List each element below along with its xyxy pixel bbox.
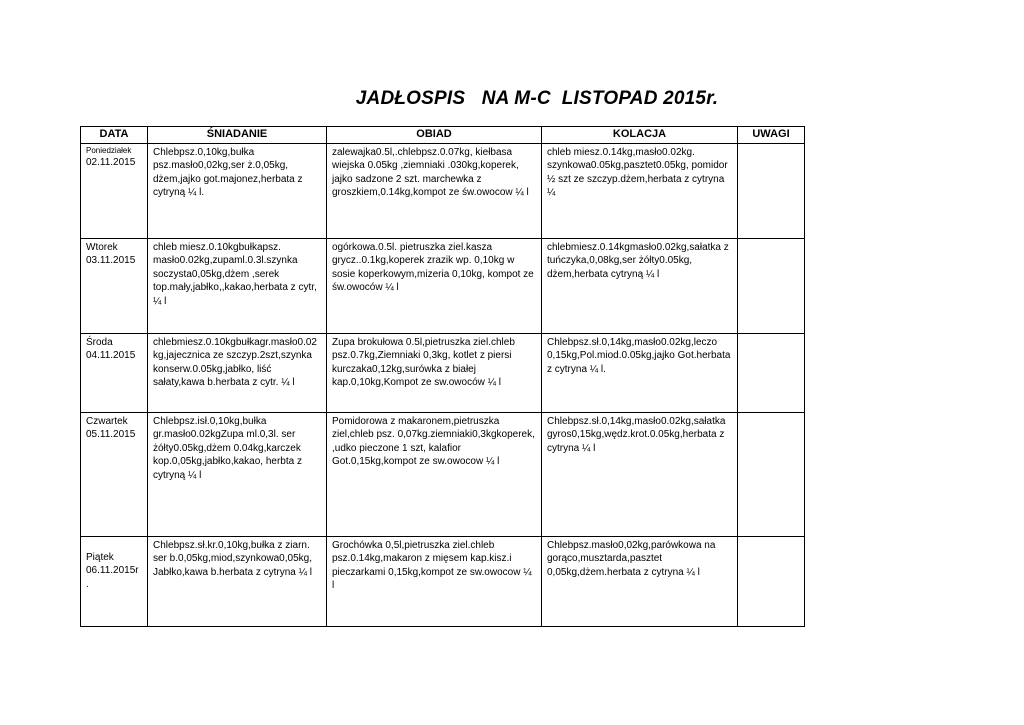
table-row xyxy=(81,143,805,238)
kolacja-cell xyxy=(542,143,738,238)
sniadanie-cell xyxy=(148,238,327,333)
sniadanie-cell xyxy=(148,536,327,626)
kolacja-cell xyxy=(542,238,738,333)
kolacja-cell xyxy=(542,333,738,412)
header-obiad: OBIAD xyxy=(327,127,542,144)
obiad-text: Pomidorowa z makaronem,pietruszka ziel,chleb psz. 0,07kg.ziemniaki0,3kgkoperek, ,udko pieczone 1 szt, kalafior Got.0,15kg,kompot ze sw.owocow ¼ l xyxy=(332,415,535,467)
sniadanie-text: chleb miesz.0.10kgbułkapsz. masło0.02kg,zupaml.0.3l.szynka soczysta0,05kg,dżem ,serek top.mały,jabłko,,kakao,herbata z cytr, ¼ l xyxy=(153,241,317,307)
header-row xyxy=(81,127,805,144)
day-date: 04.11.2015 xyxy=(86,350,136,361)
obiad-cell xyxy=(327,536,542,626)
kolacja-text: Chlebpsz.sł.0,14kg,masło0.02kg,sałatka gyros0,15kg,wędz.krot.0.05kg,herbata z cytryna ¼ l xyxy=(547,415,726,454)
header-sniadanie: ŚNIADANIE xyxy=(148,127,327,144)
kolacja-text: chlebmiesz.0.14kgmasło0.02kg,sałatka z tuńczyka,0,08kg,ser żółty0.05kg, dżem,herbata cytryną ¼ l xyxy=(547,241,729,280)
sniadanie-cell xyxy=(148,143,327,238)
kolacja-text: Chlebpsz.sł.0,14kg,masło0.02kg,leczo 0,15kg,Pol.miod.0.05kg,jajko Got.herbata z cytryna ¼ l. xyxy=(547,336,731,375)
day-cell xyxy=(81,536,148,626)
day-cell xyxy=(81,143,148,238)
day-name: Czwartek xyxy=(86,415,128,427)
obiad-text: zalewajka0.5l,.chlebpsz.0.07kg, kiełbasa wiejska 0.05kg ,ziemniaki .030kg,koperek, jajko sadzone 2 szt. marchewka z groszkiem,0.14kg,kompot ze św.owocow ¼ l xyxy=(332,146,529,198)
kolacja-cell xyxy=(542,412,738,536)
day-name: Poniedziałek xyxy=(86,145,132,155)
obiad-cell xyxy=(327,143,542,238)
sniadanie-text: Chlebpsz.sł.kr.0,10kg,bułka z ziarn. ser b.0,05kg,miod,szynkowa0,05kg, Jabłko,kawa b.herbata z cytryna ¼ l xyxy=(153,539,312,578)
day-date: 06.11.2015r . xyxy=(86,565,139,590)
day-cell xyxy=(81,412,148,536)
day-date: 05.11.2015 xyxy=(86,429,136,440)
uwagi-cell xyxy=(738,412,805,536)
table-row xyxy=(81,536,805,626)
obiad-cell xyxy=(327,333,542,412)
obiad-cell xyxy=(327,238,542,333)
table-row xyxy=(81,238,805,333)
day-date: 03.11.2015 xyxy=(86,255,136,266)
obiad-text: Zupa brokułowa 0.5l,pietruszka ziel.chleb psz.0.7kg,Ziemniaki 0,3kg, kotlet z piersi kurczaka0,12kg,surówka z białej kap.0,10kg,Kompot ze sw.owoców ¼ l xyxy=(332,336,515,388)
obiad-cell xyxy=(327,412,542,536)
kolacja-cell xyxy=(542,536,738,626)
uwagi-cell xyxy=(738,333,805,412)
obiad-text: ogórkowa.0.5l. pietruszka ziel.kasza grycz..0.1kg,koperek zrazik wp. 0,10kg w sosie koperkowym,mizeria 0,10kg, kompot ze św.owoców ¼ l xyxy=(332,241,534,293)
sniadanie-cell xyxy=(148,412,327,536)
uwagi-cell xyxy=(738,143,805,238)
table-row xyxy=(81,412,805,536)
day-cell xyxy=(81,238,148,333)
sniadanie-cell xyxy=(148,333,327,412)
menu-table xyxy=(80,126,805,627)
sniadanie-text: Chlebpsz.0,10kg,bułka psz.masło0,02kg,ser ż.0,05kg, dżem,jajko got.majonez,herbata z cytryną ¼ l. xyxy=(153,146,303,198)
day-cell xyxy=(81,333,148,412)
kolacja-text: Chlebpsz.masło0,02kg,parówkowa na gorąco,musztarda,pasztet 0,05kg,dżem.herbata z cytryna ¼ l xyxy=(547,539,716,578)
uwagi-cell xyxy=(738,238,805,333)
header-uwagi: UWAGI xyxy=(738,127,805,144)
header-data: DATA xyxy=(81,127,148,144)
header-kolacja: KOLACJA xyxy=(542,127,738,144)
kolacja-text: chleb miesz.0.14kg,masło0.02kg. szynkowa0.05kg,pasztet0.05kg, pomidor ½ szt ze szczyp.dżem,herbata z cytryna ¼ xyxy=(547,146,728,198)
sniadanie-text: Chlebpsz.isł.0,10kg,bułka gr.masło0.02kgZupa ml.0,3l. ser żółty0.05kg,dżem 0.04kg,karczek kop.0,05kg,jabłko,kakao, herbta z cytryną ¼ l xyxy=(153,415,302,481)
day-date: 02.11.2015 xyxy=(86,156,136,168)
day-name: Piątek xyxy=(86,551,114,563)
page-title: JADŁOSPIS NA M-C LISTOPAD 2015r. xyxy=(355,88,719,109)
obiad-text: Grochówka 0,5l,pietruszka ziel.chleb psz.0.14kg,makaron z mięsem kap.kisz.i pieczarkami 0,15kg,kompot ze sw.owocow ¼ l xyxy=(332,539,532,591)
sniadanie-text: chlebmiesz.0.10kgbułkagr.masło0.02 kg,jajecznica ze szczyp.2szt,szynka konserw.0.05kg,jabłko, liść sałaty,kawa b.herbata z cytr. ¼ l xyxy=(153,336,317,388)
uwagi-cell xyxy=(738,536,805,626)
day-name: Środa xyxy=(86,336,113,348)
day-name: Wtorek xyxy=(86,241,118,253)
table-row xyxy=(81,333,805,412)
